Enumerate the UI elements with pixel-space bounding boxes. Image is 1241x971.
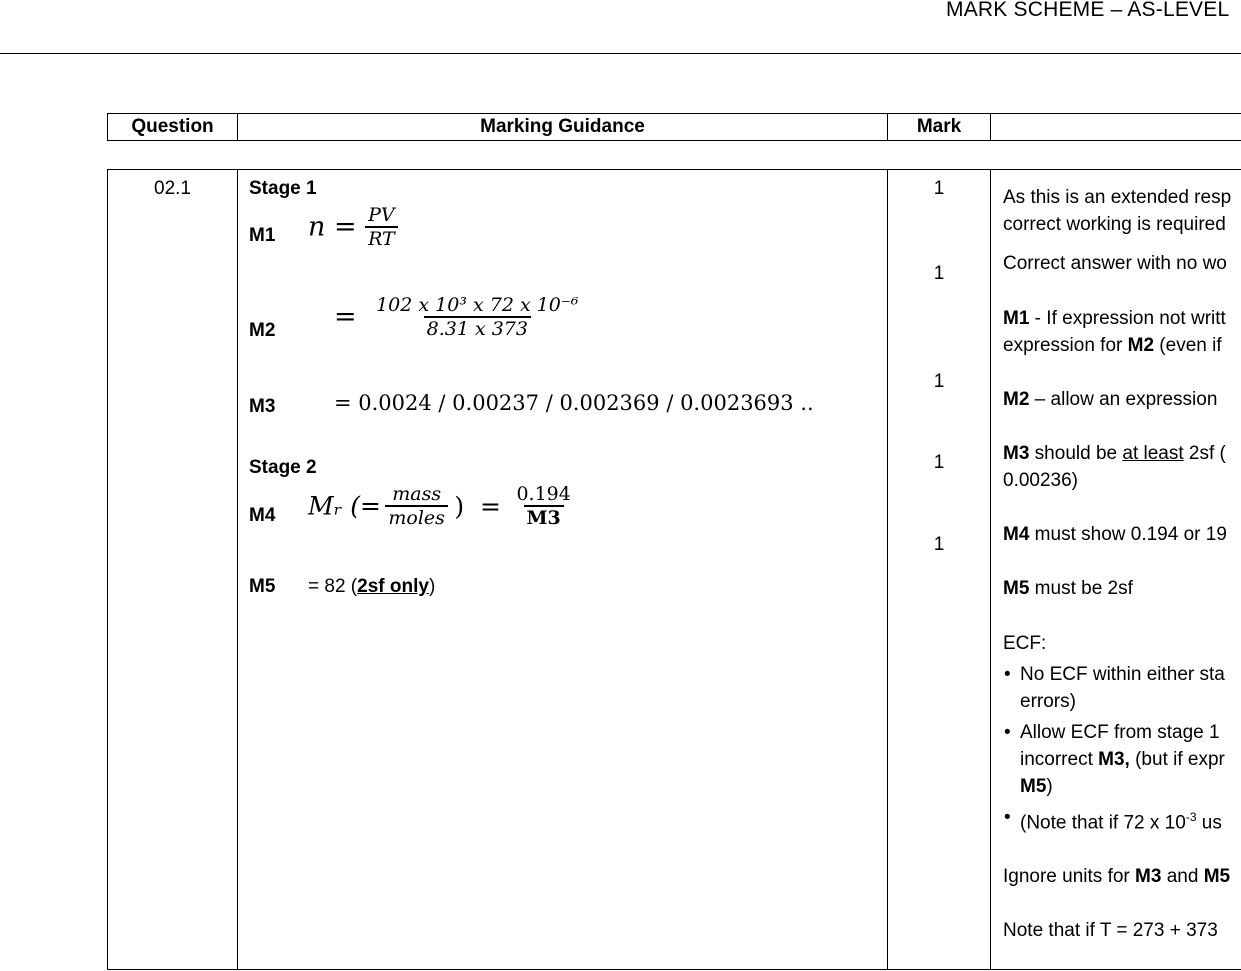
comment-line: errors): [1020, 691, 1076, 712]
mark-value: 1: [933, 452, 945, 473]
m4-fraction-mass-moles: [385, 483, 448, 529]
m2-equation: [334, 294, 582, 340]
m4-numerator-mass: mass: [392, 483, 442, 505]
m4-denominator-m3: M3: [524, 505, 564, 529]
comment-text: ): [1046, 776, 1053, 797]
m3-label: M3: [249, 396, 276, 417]
m4-lhs: Mᵣ (=: [308, 491, 381, 521]
comment-text: (but if expr: [1129, 749, 1225, 770]
comment-m2: [1003, 386, 1217, 413]
col-header-guidance: Marking Guidance: [238, 114, 888, 141]
ref-m3: M3: [1135, 866, 1162, 887]
comment-line: • Allow ECF from stage 1: [1020, 722, 1220, 743]
m1-numerator: PV: [368, 204, 395, 226]
comment-text: and: [1161, 866, 1204, 887]
comment-text: expression for: [1003, 335, 1128, 356]
m2-numerator: 102 x 10³ x 72 x 10⁻⁶: [376, 294, 579, 316]
m1-label: M1: [249, 225, 276, 246]
ref-m5: M5: [1020, 776, 1047, 797]
comment-text: – allow an expression: [1029, 389, 1218, 410]
comment-line: [1020, 773, 1225, 800]
m5-answer: [308, 576, 435, 598]
m5-label: M5: [249, 576, 276, 597]
column-header-table: [107, 113, 1241, 141]
m4-mid: ) =: [454, 491, 501, 521]
comment-text: 2sf (: [1183, 443, 1226, 464]
header-divider: [0, 53, 1241, 54]
ref-m3: M3,: [1098, 749, 1130, 770]
m1-fraction: [365, 204, 398, 250]
superscript: -3: [1185, 810, 1197, 824]
comment-underlined: at least: [1122, 443, 1184, 464]
comment-line: [1003, 440, 1226, 467]
ref-m2: M2: [1127, 335, 1155, 356]
comment-m1: [1003, 305, 1226, 359]
comment-text: (Note that if 72 x 10: [1020, 812, 1186, 834]
m2-label: M2: [249, 320, 276, 341]
comment-text: Ignore units for: [1003, 866, 1136, 887]
m5-emphasis: 2sf only: [357, 576, 429, 597]
m2-denominator: 8.31 x 373: [424, 316, 531, 340]
question-number: 02.1: [154, 178, 191, 199]
ref-m3: M3: [1003, 443, 1030, 464]
m4-equation: [308, 483, 574, 529]
ref-m5: M5: [1003, 578, 1030, 599]
ref-m2: M2: [1003, 389, 1030, 410]
comments-cell: [991, 170, 1241, 970]
comment-extended-response: [1003, 184, 1231, 238]
list-item: [1003, 804, 1225, 836]
m5-prefix: = 82 (: [308, 576, 358, 597]
comment-ignore-units: [1003, 863, 1230, 890]
m4-denominator-moles: moles: [385, 505, 448, 529]
m2-fraction: [373, 294, 581, 340]
comment-line: [1020, 746, 1225, 773]
m1-denominator: RT: [365, 226, 398, 250]
m4-label: M4: [249, 505, 276, 526]
m5-suffix: ): [428, 576, 436, 597]
m2-equals: =: [334, 301, 357, 333]
col-header-question: Question: [108, 114, 238, 141]
comment-line: 0.00236): [1003, 470, 1079, 491]
list-item: [1003, 661, 1225, 715]
m1-equation: [308, 204, 398, 250]
mark-scheme-table: [107, 169, 1241, 970]
comment-m3: [1003, 440, 1226, 494]
ref-m4: M4: [1003, 524, 1030, 545]
page-header-title: MARK SCHEME – AS-LEVEL: [946, 0, 1230, 21]
comment-ecf-heading: ECF:: [1003, 633, 1047, 654]
comment-line: [1003, 305, 1226, 332]
ref-m5: M5: [1203, 866, 1231, 887]
comment-line: As this is an extended resp: [1003, 187, 1232, 208]
guidance-cell: [238, 170, 888, 970]
table-row: [108, 170, 1241, 970]
m4-fraction-value: [513, 483, 573, 529]
comment-m4: [1003, 521, 1227, 548]
m1-lhs: n =: [308, 211, 357, 243]
m4-numerator-value: 0.194: [516, 483, 571, 505]
comment-text: (even if: [1154, 335, 1222, 356]
comment-text: - If expression not writt: [1029, 308, 1226, 329]
mark-cell: [888, 170, 991, 970]
m3-expression: = 0.0024 / 0.00237 / 0.002369 / 0.0023693 ..: [334, 391, 814, 415]
ecf-bullet-list: [1003, 661, 1225, 836]
stage2-heading: Stage 2: [249, 457, 317, 478]
comment-line: correct working is required: [1003, 214, 1226, 235]
question-cell: [108, 170, 238, 970]
comment-temperature-note: Note that if T = 273 + 373: [1003, 920, 1218, 941]
mark-value: 1: [933, 534, 945, 555]
list-item: [1003, 719, 1225, 800]
comment-text: us: [1196, 812, 1222, 834]
col-header-comments: [991, 114, 1241, 141]
comment-text: must be 2sf: [1029, 578, 1133, 599]
stage1-heading: Stage 1: [249, 178, 317, 199]
comment-text: incorrect: [1020, 749, 1099, 770]
comment-m5: [1003, 575, 1133, 602]
comment-line: • No ECF within either sta: [1020, 664, 1225, 685]
mark-value: 1: [933, 371, 945, 392]
col-header-mark: Mark: [888, 114, 991, 141]
mark-value: 1: [933, 263, 945, 284]
comment-text: must show 0.194 or 19: [1029, 524, 1227, 545]
mark-value: 1: [933, 178, 945, 199]
comment-text: should be: [1029, 443, 1123, 464]
comment-no-working: Correct answer with no wo: [1003, 253, 1227, 274]
comment-line: [1003, 332, 1226, 359]
ref-m1: M1: [1003, 308, 1030, 329]
